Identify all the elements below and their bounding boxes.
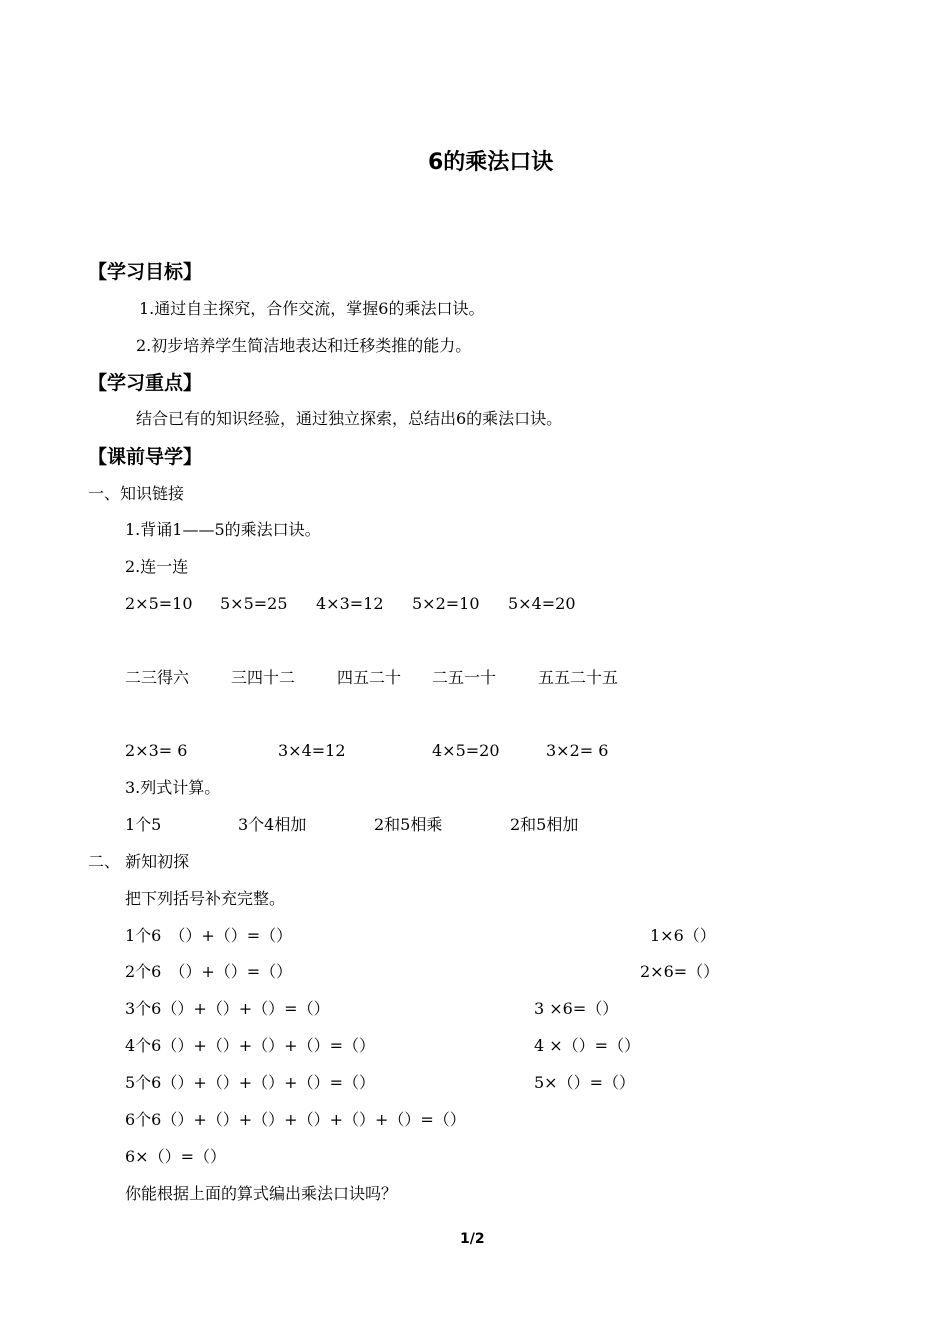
fill-row-right: 1×6（） <box>650 926 716 945</box>
part1-label: 一、知识链接 <box>88 484 185 503</box>
fill-row-left: 5个6（）+（）+（）+（）=（） <box>125 1073 375 1092</box>
part2-intro: 把下列括号补充完整。 <box>125 889 286 908</box>
part2-label: 二、 新知初探 <box>88 852 190 871</box>
fill-row-left: 1个6 （）+（）=（） <box>125 926 293 945</box>
match-expression: 3×4=12 <box>278 741 346 760</box>
preview-heading: 【课前导学】 <box>88 446 203 468</box>
page-title: 6的乘法口诀 <box>428 150 554 175</box>
part1-item-3: 3.列式计算。 <box>125 778 221 797</box>
match-expression: 3×2= 6 <box>546 741 609 760</box>
match-expression: 2×5=10 <box>125 594 193 613</box>
fill-row-right: 4 ×（）=（） <box>534 1036 641 1055</box>
goal-item-1: 1.通过自主探究，合作交流，掌握6的乘法口诀。 <box>139 299 485 318</box>
part1-item-2: 2.连一连 <box>125 557 189 576</box>
fill-row-right: 2×6=（） <box>640 962 720 981</box>
match-expression: 2×3= 6 <box>125 741 188 760</box>
key-points-text: 结合已有的知识经验，通过独立探索，总结出6的乘法口诀。 <box>136 409 563 428</box>
match-expression: 5×5=25 <box>220 594 288 613</box>
match-expression: 5×4=20 <box>508 594 576 613</box>
fill-row-left: 3个6（）+（）+（）=（） <box>125 999 330 1018</box>
fill-row-extra: 6×（）=（） <box>125 1147 226 1166</box>
fill-row-left: 6个6（）+（）+（）+（）+（）+（）=（） <box>125 1110 466 1129</box>
fill-row-right: 5×（）=（） <box>534 1073 635 1092</box>
page-number: 1/2 <box>460 1231 485 1247</box>
match-rhyme: 二五一十 <box>432 668 497 687</box>
calc-item: 1个5 <box>125 815 162 834</box>
fill-row-right: 3 ×6=（） <box>534 999 619 1018</box>
match-expression: 4×5=20 <box>432 741 500 760</box>
match-rhyme: 三四十二 <box>231 668 296 687</box>
part2-question: 你能根据上面的算式编出乘法口诀吗？ <box>125 1184 398 1203</box>
match-rhyme: 五五二十五 <box>538 668 619 687</box>
goals-heading: 【学习目标】 <box>88 261 203 283</box>
match-rhyme: 二三得六 <box>125 668 190 687</box>
match-rhyme: 四五二十 <box>337 668 402 687</box>
part1-item-1: 1.背诵1——5的乘法口诀。 <box>125 520 321 539</box>
match-expression: 4×3=12 <box>316 594 384 613</box>
calc-item: 2和5相加 <box>510 815 579 834</box>
goal-item-2: 2.初步培养学生简洁地表达和迁移类推的能力。 <box>136 336 472 355</box>
fill-row-left: 2个6 （）+（）=（） <box>125 962 293 981</box>
calc-item: 2和5相乘 <box>374 815 443 834</box>
key-points-heading: 【学习重点】 <box>88 372 203 394</box>
fill-row-left: 4个6（）+（）+（）+（）=（） <box>125 1036 375 1055</box>
calc-item: 3个4相加 <box>238 815 307 834</box>
match-expression: 5×2=10 <box>412 594 480 613</box>
